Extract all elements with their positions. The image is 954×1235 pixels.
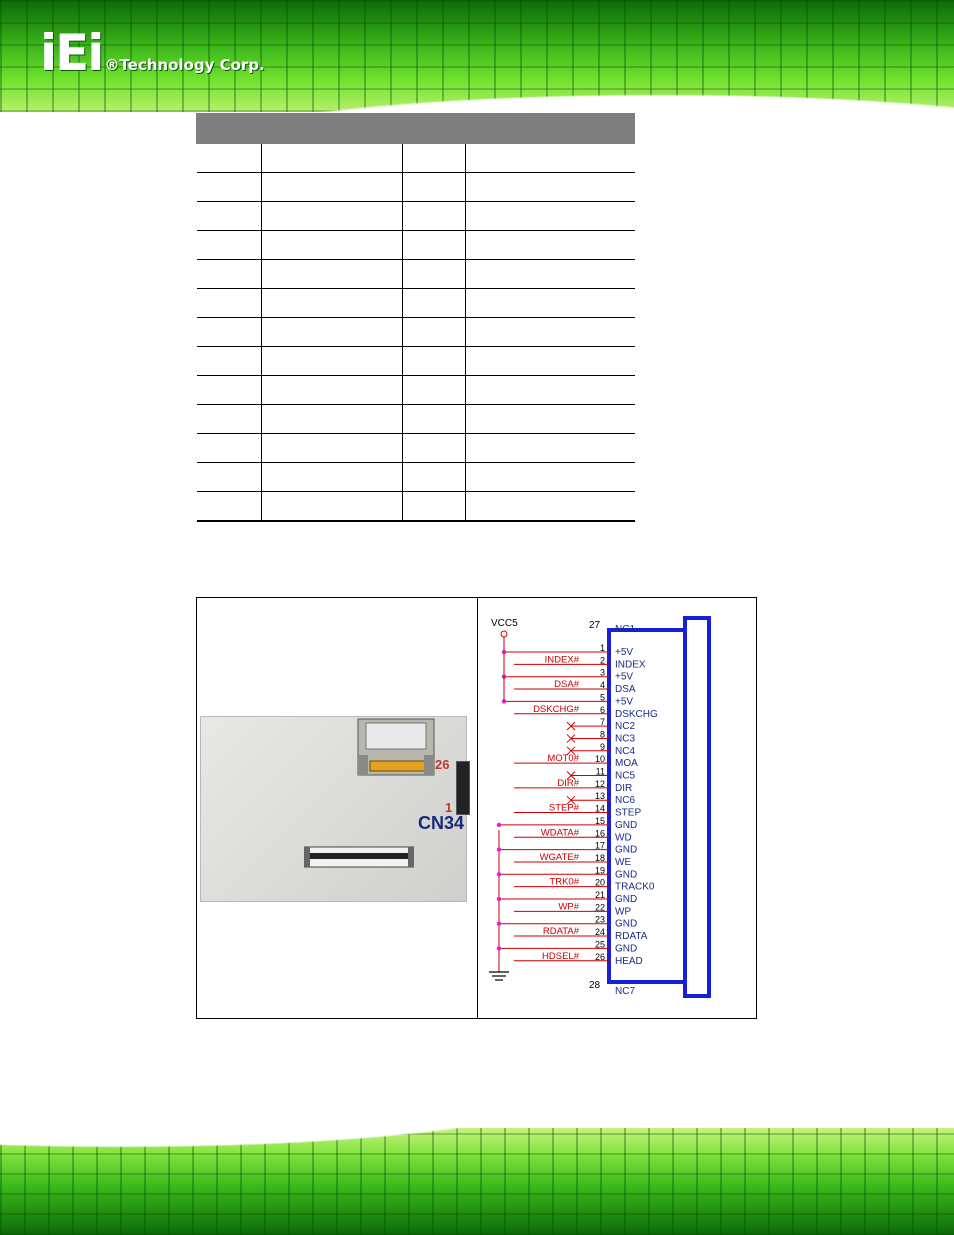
company-name: ®Technology Corp. <box>104 56 265 74</box>
pin-table-header <box>197 114 635 144</box>
table-row <box>197 492 635 522</box>
pin-number: 26 <box>594 951 605 962</box>
pin-number: 14 <box>594 803 605 814</box>
table-cell <box>403 347 466 376</box>
table-cell <box>262 405 403 434</box>
company-logo <box>40 24 265 82</box>
pin-name: GND <box>615 869 638 881</box>
pin-number: 21 <box>594 890 605 900</box>
table-cell <box>466 289 635 318</box>
signal-label: TRK0# <box>549 876 579 888</box>
pin-name: NC5 <box>615 770 636 782</box>
table-cell <box>466 492 635 522</box>
pin-number: 24 <box>594 927 605 938</box>
signal-label: DSKCHG# <box>533 703 579 715</box>
signal-label: WGATE# <box>539 851 579 863</box>
pin-number: 12 <box>594 778 605 789</box>
junction-dot <box>497 847 501 851</box>
table-cell <box>403 376 466 405</box>
pin-table <box>196 113 635 522</box>
pin-number: 7 <box>599 717 605 728</box>
table-cell <box>197 405 262 434</box>
table-cell <box>403 260 466 289</box>
pin-number: 8 <box>599 729 605 740</box>
table-cell <box>466 434 635 463</box>
pin-name: NC3 <box>615 733 636 745</box>
pin-first-label: 1 <box>445 800 453 815</box>
header-banner <box>0 0 954 112</box>
table-cell <box>197 231 262 260</box>
table-cell <box>403 289 466 318</box>
table-cell <box>262 144 403 173</box>
pin-number: 13 <box>594 791 605 802</box>
ide-connector-icon <box>304 845 414 869</box>
signal-label: DSA# <box>554 679 579 691</box>
pin-last-label: 26 <box>435 757 450 772</box>
pin-name: INDEX <box>615 659 646 671</box>
table-cell <box>403 231 466 260</box>
table-cell <box>466 173 635 202</box>
junction-dot <box>497 872 501 876</box>
table-cell <box>197 260 262 289</box>
table-cell <box>466 347 635 376</box>
pin-number: 20 <box>594 877 605 888</box>
table-row <box>197 260 635 289</box>
table-cell <box>262 231 403 260</box>
table-row <box>197 318 635 347</box>
pin-name: GND <box>615 844 638 856</box>
board-location-photo <box>200 716 467 902</box>
pin-number: 15 <box>594 815 605 826</box>
pin-name: DSKCHG <box>615 708 658 720</box>
table-cell <box>197 318 262 347</box>
table-cell <box>466 231 635 260</box>
table-row <box>197 289 635 318</box>
power-node-icon <box>501 631 507 637</box>
pin-number: 25 <box>594 939 605 950</box>
pin-number: 5 <box>599 692 605 703</box>
nc-bottom-number: 28 <box>589 980 601 991</box>
signal-label: WP# <box>558 901 579 913</box>
pin-name: HEAD <box>615 955 643 967</box>
pin-number: 9 <box>599 741 605 752</box>
junction-dot <box>497 922 501 926</box>
pin-name: GND <box>615 894 638 905</box>
table-row <box>197 347 635 376</box>
pin-name: RDATA <box>615 931 648 943</box>
pin-name: NC4 <box>615 745 636 757</box>
pin-name: TRACK0 <box>615 881 655 893</box>
table-cell <box>403 434 466 463</box>
pin-name: GND <box>615 943 638 955</box>
table-row <box>197 376 635 405</box>
table-cell <box>466 144 635 173</box>
nc-top-number: 27 <box>589 620 601 631</box>
table-cell <box>466 376 635 405</box>
table-cell <box>262 289 403 318</box>
table-cell <box>262 492 403 522</box>
header-cell <box>466 114 635 144</box>
table-cell <box>262 173 403 202</box>
table-cell <box>197 202 262 231</box>
table-cell <box>403 318 466 347</box>
pin-number: 4 <box>599 680 605 691</box>
power-label: VCC5 <box>491 618 518 629</box>
table-cell <box>466 260 635 289</box>
table-cell <box>197 376 262 405</box>
connector-figure <box>196 597 757 1019</box>
table-cell <box>197 347 262 376</box>
signal-label: DIR# <box>557 777 579 789</box>
signal-label: MOT0# <box>547 753 579 765</box>
table-row <box>197 231 635 260</box>
table-cell <box>197 289 262 318</box>
nc-bottom-name: NC7 <box>615 986 636 997</box>
logo-mark: iEi <box>40 24 103 82</box>
pin-name: WP <box>615 906 632 918</box>
footer-banner <box>0 1128 954 1235</box>
table-cell <box>403 202 466 231</box>
pin-name: +5V <box>615 671 634 683</box>
nc-top-name: NC1 <box>615 624 636 635</box>
table-cell <box>403 492 466 522</box>
table-cell <box>466 318 635 347</box>
pin-number: 17 <box>594 840 605 851</box>
junction-dot <box>497 823 501 827</box>
pin-number: 11 <box>595 766 605 777</box>
pin-name: GND <box>615 819 638 831</box>
pin-name: STEP <box>615 807 642 819</box>
pin-name: NC6 <box>615 795 636 807</box>
pin-number: 22 <box>594 902 605 913</box>
table-row <box>197 434 635 463</box>
pin-number: 3 <box>599 667 605 678</box>
pin-name: DIR <box>615 782 633 794</box>
pin-name: +5V <box>615 647 634 658</box>
junction-dot <box>497 897 501 901</box>
pin-name: DSA <box>615 684 636 696</box>
table-cell <box>466 405 635 434</box>
table-cell <box>262 318 403 347</box>
table-cell <box>262 202 403 231</box>
pin-number: 2 <box>599 655 605 666</box>
signal-label: INDEX# <box>544 654 579 666</box>
pin-number: 18 <box>594 852 605 863</box>
header-cell <box>197 114 262 144</box>
cf-slot-icon <box>356 717 436 779</box>
signal-label: RDATA# <box>542 926 579 938</box>
table-cell <box>197 492 262 522</box>
table-cell <box>197 173 262 202</box>
fdd-connector <box>456 761 470 815</box>
table-cell <box>197 463 262 492</box>
pin-number: 23 <box>594 914 605 925</box>
table-cell <box>262 463 403 492</box>
pin-name: WE <box>615 856 632 868</box>
pin-number: 10 <box>594 754 605 765</box>
header-cell <box>262 114 403 144</box>
table-cell <box>262 260 403 289</box>
table-row <box>197 405 635 434</box>
table-cell <box>197 434 262 463</box>
connector-label: CN34 <box>418 813 465 833</box>
table-cell <box>466 463 635 492</box>
pin-name: GND <box>615 918 638 930</box>
pin-name: +5V <box>615 696 634 708</box>
header-cell <box>403 114 466 144</box>
signal-label: HDSEL# <box>542 950 579 962</box>
pin-name: NC2 <box>615 721 636 733</box>
signal-label: STEP# <box>548 802 579 814</box>
table-cell <box>403 144 466 173</box>
pin-name: MOA <box>615 758 638 770</box>
connector-body-outline <box>685 618 709 996</box>
table-cell <box>403 173 466 202</box>
table-cell <box>403 405 466 434</box>
pin-number: 19 <box>594 865 605 876</box>
table-cell <box>262 347 403 376</box>
table-cell <box>262 376 403 405</box>
table-cell <box>466 202 635 231</box>
pin-number: 1 <box>599 643 605 653</box>
table-row <box>197 202 635 231</box>
table-cell <box>403 463 466 492</box>
junction-dot <box>497 946 501 950</box>
table-row <box>197 173 635 202</box>
table-row <box>197 144 635 173</box>
connector-schematic <box>479 600 755 1018</box>
pin-number: 16 <box>594 828 605 839</box>
table-cell <box>197 144 262 173</box>
figure-divider <box>477 598 478 1018</box>
table-cell <box>262 434 403 463</box>
pin-name: WD <box>615 832 632 844</box>
signal-label: WDATA# <box>540 827 579 839</box>
table-row <box>197 463 635 492</box>
pin-number: 6 <box>599 704 605 715</box>
